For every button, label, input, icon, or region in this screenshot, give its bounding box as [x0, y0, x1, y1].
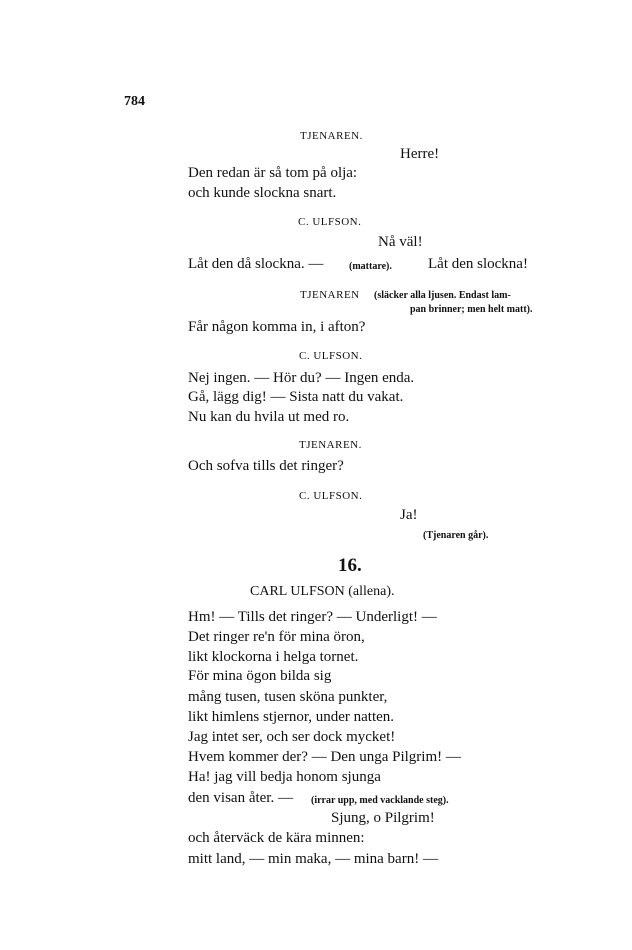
text-line-l01: TJENAREN.: [300, 130, 363, 142]
text-line-l37: och återväck de kära minnen:: [188, 830, 365, 846]
text-line-l21: Ja!: [400, 507, 418, 523]
text-line-l20: C. ULFSON.: [299, 490, 363, 502]
text-line-l19: Och sofva tills det ringer?: [188, 458, 344, 474]
text-line-l18: TJENAREN.: [299, 439, 362, 451]
text-line-l16: Gå, lägg dig! — Sista natt du vakat.: [188, 389, 404, 405]
text-line-l30: likt himlens stjernor, under natten.: [188, 709, 395, 725]
text-line-l27: likt klockorna i helga tornet.: [188, 649, 359, 665]
text-line-l35: (irrar upp, med vacklande steg).: [311, 795, 449, 806]
text-line-l09: Låt den slockna!: [428, 256, 528, 272]
text-line-l31: Jag intet ser, och ser dock mycket!: [188, 729, 396, 745]
page-number: 784: [124, 94, 145, 109]
text-line-l25: Hm! — Tills det ringer? — Underligt! —: [188, 609, 437, 625]
text-line-l23: 16.: [338, 555, 362, 576]
text-line-l04: och kunde slockna snart.: [188, 185, 337, 201]
text-line-l33: Ha! jag vill bedja honom sjunga: [188, 769, 381, 785]
text-line-l15: Nej ingen. — Hör du? — Ingen enda.: [188, 370, 415, 386]
text-line-l03: Den redan är så tom på olja:: [188, 165, 358, 181]
text-line-l02: Herre!: [400, 146, 440, 162]
text-line-l13: Får någon komma in, i afton?: [188, 319, 366, 335]
text-line-l07: Låt den då slockna. —: [188, 256, 324, 272]
text-line-l38: mitt land, — min maka, — mina barn! —: [188, 851, 438, 867]
text-line-l32: Hvem kommer der? — Den unga Pilgrim! —: [188, 749, 461, 765]
text-line-l29: mång tusen, tusen sköna punkter,: [188, 689, 388, 705]
text-line-l05: C. ULFSON.: [298, 216, 362, 228]
text-line-l06: Nå väl!: [378, 234, 423, 250]
text-line-l11: (släcker alla ljusen. Endast lam-: [374, 290, 511, 301]
text-line-l10: TJENAREN: [300, 289, 360, 301]
text-line-l34: den visan åter. —: [188, 790, 293, 806]
text-line-l36: Sjung, o Pilgrim!: [331, 810, 435, 826]
text-line-l22: (Tjenaren går).: [423, 530, 489, 541]
text-line-l28: För mina ögon bilda sig: [188, 668, 332, 684]
text-line-l26: Det ringer re'n för mina öron,: [188, 629, 365, 645]
text-line-l24: CARL ULFSON (allena).: [250, 584, 395, 599]
text-line-l14: C. ULFSON.: [299, 350, 363, 362]
text-line-l12: pan brinner; men helt matt).: [410, 304, 533, 315]
text-line-l17: Nu kan du hvila ut med ro.: [188, 409, 350, 425]
text-line-l08: (mattare).: [349, 261, 392, 272]
